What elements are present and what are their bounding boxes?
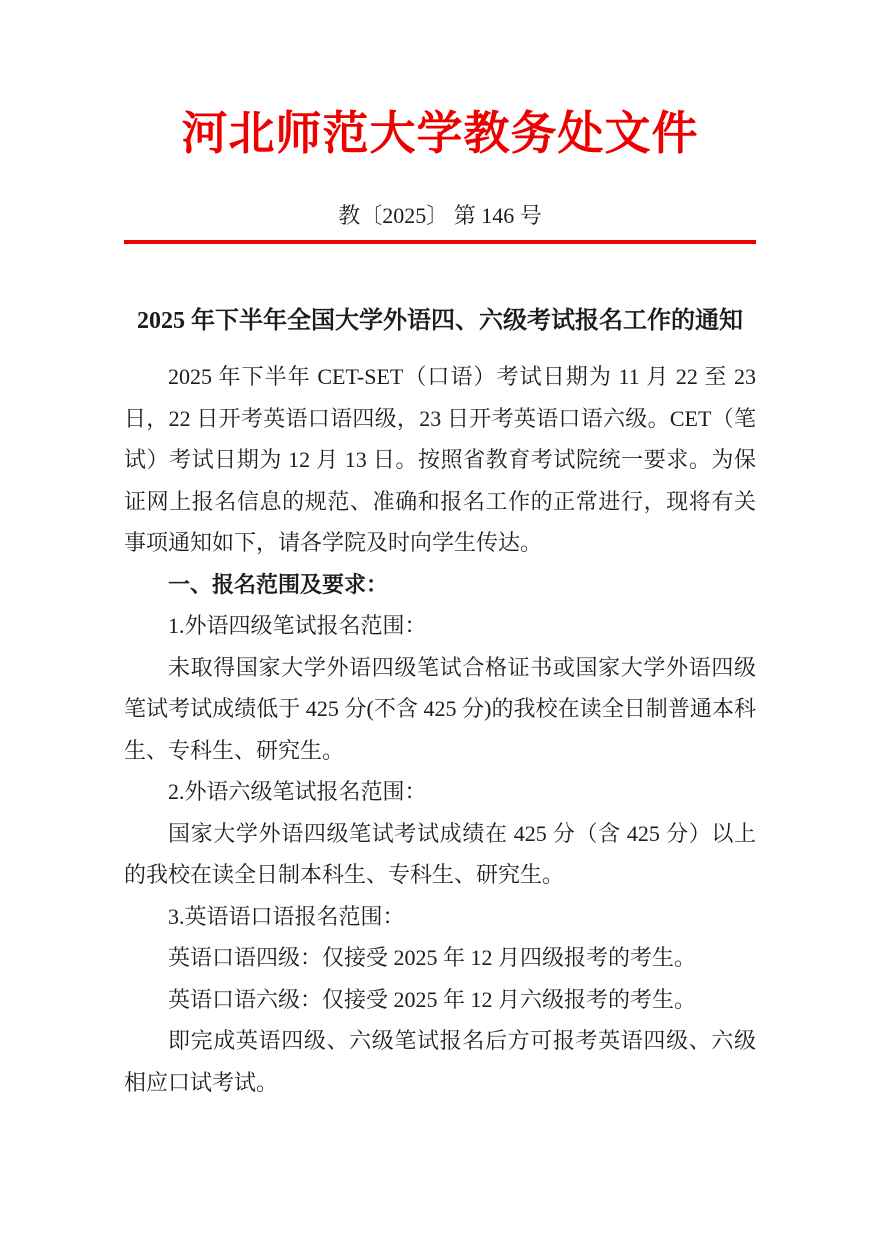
body-paragraph: 英语口语四级：仅接受 2025 年 12 月四级报考的考生。	[168, 945, 697, 970]
body-paragraph: 国家大学外语四级笔试考试成绩在 425 分（含 425 分）以上的我校在读全日制本科生、专科生、研究生。	[124, 820, 756, 887]
notice-body	[124, 356, 756, 1103]
document-header-title: 河北师范大学教务处文件	[181, 108, 699, 159]
notice-title: 2025 年下半年全国大学外语四、六级考试报名工作的通知	[137, 308, 743, 334]
body-paragraph: 未取得国家大学外语四级笔试合格证书或国家大学外语四级笔试考试成绩低于 425 分(不含 425 分)的我校在读全日制普通本科生、专科生、研究生。	[124, 654, 756, 763]
body-paragraph: 英语口语六级：仅接受 2025 年 12 月六级报考的考生。	[168, 986, 697, 1012]
body-paragraph: 2025 年下半年 CET-SET（口语）考试日期为 11 月 22 至 23 日，22 日开考英语口语四级，23 日开考英语口语六级。CET（笔试）考试日期为 12 月 13 日。按照省教育考试院统一要求。为保证网上报名信息的规范、准确和报名工作的正常进行，现将有关事项通知如下，请各学院及时向学生传达。	[124, 364, 756, 555]
sub-heading: 3.英语语口语报名范围：	[168, 903, 405, 929]
document-number: 教〔2025〕 第 146 号	[338, 203, 542, 228]
sub-heading: 1.外语四级笔试报名范围：	[168, 613, 427, 638]
section-heading: 一、报名范围及要求：	[168, 571, 389, 597]
sub-heading: 2.外语六级笔试报名范围：	[168, 779, 427, 804]
header-divider-line	[124, 240, 756, 244]
body-paragraph: 即完成英语四级、六级笔试报名后方可报考英语四级、六级相应口试考试。	[124, 1028, 756, 1095]
